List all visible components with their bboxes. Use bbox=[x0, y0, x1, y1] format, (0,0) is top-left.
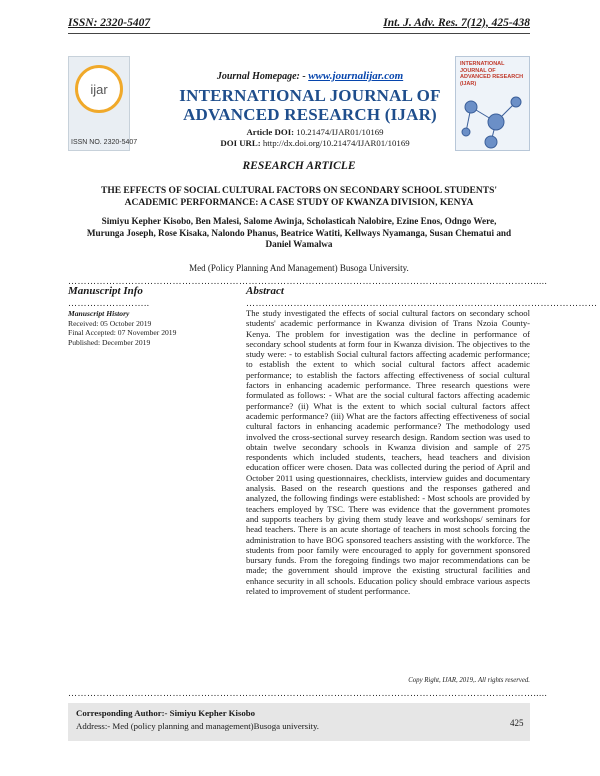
journal-cover-image bbox=[455, 56, 530, 151]
doi-url-link[interactable]: http://dx.doi.org/10.21474/IJAR01/10169 bbox=[262, 138, 410, 148]
dotted-rule-top: …………………………………………………………………………………………………………………………………..... bbox=[68, 276, 548, 286]
manuscript-history bbox=[68, 309, 238, 347]
authors-line1: Simiyu Kepher Kisobo, Ben Malesi, Salome Awinja, Scholasticah Nalobire, Ezine Enos, Odngo Were, bbox=[101, 216, 497, 226]
published-date: Published: December 2019 bbox=[68, 337, 151, 347]
title-line2: ACADEMIC PERFORMANCE: A CASE STUDY OF KWANZA DIVISION, KENYA bbox=[124, 198, 474, 208]
abstract-heading: Abstract bbox=[246, 285, 284, 297]
corresponding-author-box bbox=[68, 703, 530, 741]
authors-line2: Murunga Joseph, Rose Kisaka, Nalondo Phanus, Beatrice Watiti, Kellways Nyamanga, Susan Chematui and bbox=[86, 227, 512, 238]
page-number: 425 bbox=[510, 718, 524, 728]
journal-name-line2: ADVANCED RESEARCH (IJAR) bbox=[183, 105, 437, 124]
article-title bbox=[68, 185, 530, 209]
received-date: Received: 05 October 2019 bbox=[68, 318, 152, 328]
journal-name-line1: INTERNATIONAL JOURNAL OF bbox=[179, 86, 441, 105]
article-doi-label: Article DOI: bbox=[246, 127, 295, 137]
affiliation: Med (Policy Planning And Management) Busoga University. bbox=[189, 263, 409, 273]
author-address: Address:- Med (policy planning and management)Busoga university. bbox=[76, 721, 320, 731]
dotted-rule-bottom: …………………………………………………………………………………………………………………………………..... bbox=[68, 688, 548, 698]
journal-homepage bbox=[200, 70, 420, 82]
molecule-icon bbox=[456, 87, 531, 152]
journal-name bbox=[170, 86, 450, 124]
abstract-dots: ………………………………………………………………………………………………… bbox=[246, 298, 598, 308]
author-list bbox=[68, 216, 530, 251]
doi-url-label: DOI URL: bbox=[220, 138, 261, 148]
journal-logo bbox=[68, 56, 138, 151]
logo-issn: ISSN NO. 2320-5407 bbox=[71, 139, 138, 146]
corresponding-author: Corresponding Author:- Simiyu Kepher Kisobo bbox=[76, 708, 256, 718]
article-doi: 10.21474/IJAR01/10169 bbox=[296, 127, 384, 137]
logo-text: ijar bbox=[90, 81, 108, 97]
homepage-label: Journal Homepage: - bbox=[216, 71, 306, 82]
doi-block bbox=[195, 127, 435, 149]
copyright: Copy Right, IJAR, 2019,. All rights reserved. bbox=[408, 677, 530, 684]
running-header bbox=[68, 17, 530, 29]
header-rule bbox=[68, 33, 530, 34]
issn-text: ISSN: 2320-5407 bbox=[68, 17, 151, 29]
cover-title: INTERNATIONAL JOURNAL OF ADVANCED RESEARCH (IJAR) bbox=[460, 61, 524, 87]
article-type: RESEARCH ARTICLE bbox=[242, 160, 356, 172]
final-accepted-date: Final Accepted: 07 November 2019 bbox=[68, 328, 177, 337]
manuscript-dots: …………………….. bbox=[68, 298, 150, 308]
history-label: Manuscript History bbox=[68, 309, 130, 318]
abstract-text: The study investigated the effects of social cultural factors on secondary school students' academic performance in Kwanza division of Trans Nzoia County- Kenya. The problem for investigation was the decline in performance of secondary school students at form four in Kwanza division. The objectives to the study were: - to establish Social cultural factors affecting academic performance; to establish the extent to which social cultural factors affect academic performance; to establish the factors affecting effectiveness of social cultural factors in enhancing academic performance. Three research questions were formulated as follows: - What are the social cultural factors affecting academic performance? (ii) What is the extent to which social cultural factors affect academic performance? (iii) What are the factors affecting effectiveness of social cultural factors in enhancing academic performance? The methodology used involved the cross-sectional survey research design. Random section was used to obtain twelve secondary schools in Kwanza division and sample of 275 respondents which included students, teachers, head teachers and division education officer were chosen. Data was collected during the period of April and October 2011 using questionnaires, checklists, interview guides and documentary analysis. Based on the research questions and the responses gathered and analyzed, the following findings were established: - Most schools are provided by teachers employed by TSC. There was evidence that the government promotes and supports teachers by giving them study leave and workshops/ seminars for head teachers. There is an acute shortage of teachers in most schools forcing the administration to have BOG sponsored teachers assisting with the workforce. The students from poor family were encouraged to apply for government sponsored bursary funds. From the foregoing findings two major recommendations can be made; the government should improve the existing structural facilities and enhance security in all schools. Education policy should embrace various aspects related to improvement of student performance. bbox=[246, 308, 530, 597]
homepage-link[interactable]: www.journalijar.com bbox=[308, 70, 404, 82]
citation-text: Int. J. Adv. Res. 7(12), 425-438 bbox=[383, 17, 530, 29]
logo-quill-icon bbox=[75, 65, 123, 113]
manuscript-info-heading: Manuscript Info bbox=[68, 285, 143, 297]
authors-line3: Daniel Wamalwa bbox=[265, 239, 333, 249]
title-line1: THE EFFECTS OF SOCIAL CULTURAL FACTORS ON SECONDARY SCHOOL STUDENTS' bbox=[100, 186, 498, 196]
